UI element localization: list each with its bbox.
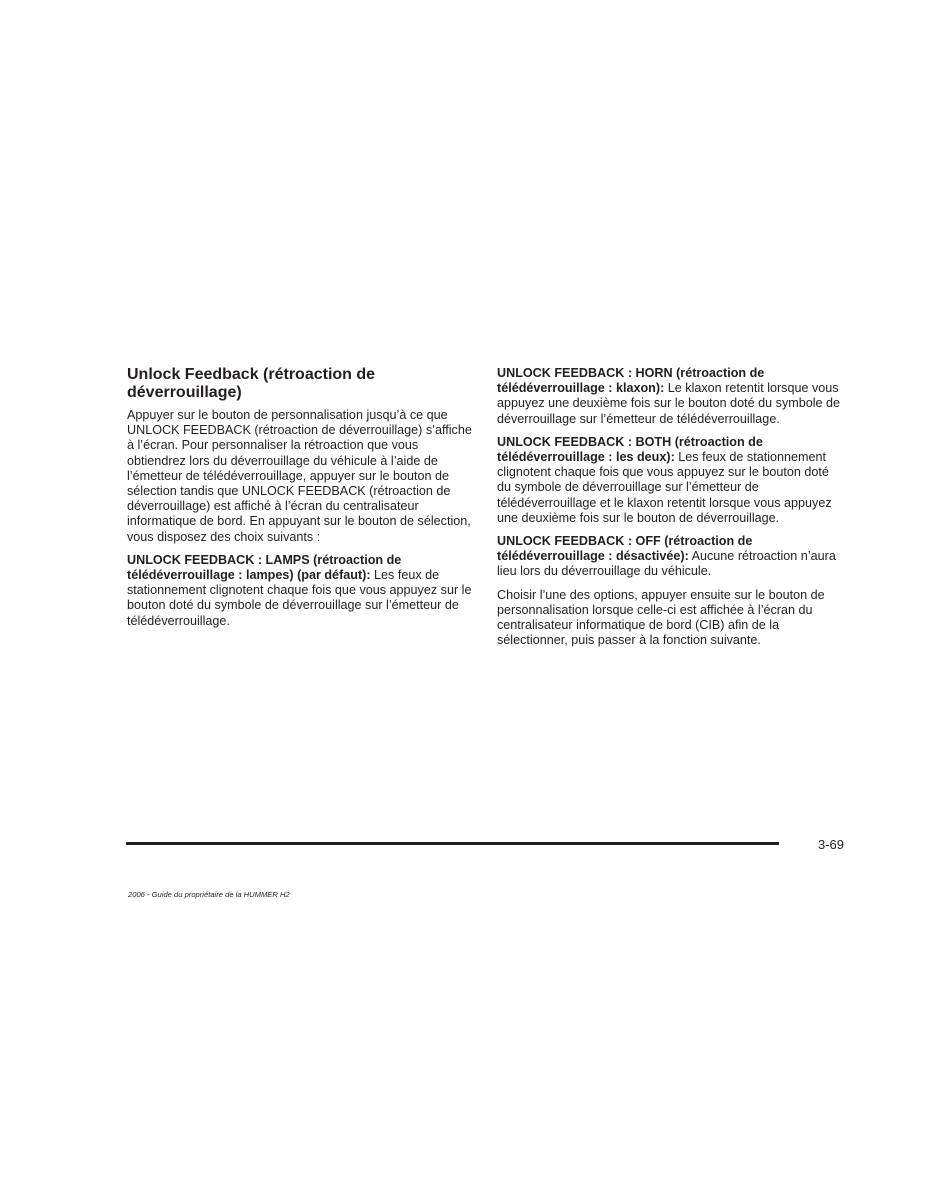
section-heading: Unlock Feedback (rétroaction de déverrouillage) bbox=[127, 366, 376, 401]
footer-rule bbox=[126, 842, 779, 845]
page-number: 3-69 bbox=[817, 837, 844, 852]
option-off-text: Aucune rétroaction n’aura lieu lors du déverrouillage du véhicule. bbox=[497, 549, 836, 579]
option-both bbox=[497, 435, 844, 526]
option-off bbox=[497, 534, 844, 580]
closing-paragraph: Choisir l’une des options, appuyer ensuite sur le bouton de personnalisation lorsque celle-ci est affichée à l’écran du centralisateur informatique de bord (CIB) afin de la sélectionner, puis passer à la fonction suivante. bbox=[497, 587, 825, 648]
option-lamps-text: Les feux de stationnement clignotent chaque fois que vous appuyez sur le bouton doté du symbole de déverrouillage sur l’émetteur de télédéverrouillage. bbox=[127, 568, 472, 628]
option-both-label: UNLOCK FEEDBACK : BOTH (rétroaction de télédéverrouillage : les deux): bbox=[497, 434, 763, 465]
intro-paragraph: Appuyer sur le bouton de personnalisation jusqu’à ce que UNLOCK FEEDBACK (rétroaction de déverrouillage) s’affiche à l’écran. Pour personnaliser la rétroaction que vous obtiendrez lors du déverrouillage du véhicule à l’aide de l’émetteur de télédéverrouillage, appuyer sur le bouton de sélection tandis que UNLOCK FEEDBACK (rétroaction de déverrouillage) est affiché à l’écran du centralisateur informatique de bord. En appuyant sur le bouton de sélection, vous disposez des choix suivants : bbox=[127, 408, 472, 544]
option-lamps-label: UNLOCK FEEDBACK : LAMPS (rétroaction de télédéverrouillage : lampes) (par défaut): bbox=[127, 552, 402, 583]
option-horn bbox=[497, 366, 844, 427]
option-horn-text: Le klaxon retentit lorsque vous appuyez une deuxième fois sur le bouton doté du symbole de déverrouillage sur l’émetteur de télédéverrouillage. bbox=[497, 381, 841, 426]
option-horn-label: UNLOCK FEEDBACK : HORN (rétroaction de télédéverrouillage : klaxon): bbox=[497, 366, 765, 396]
option-off-label: UNLOCK FEEDBACK : OFF (rétroaction de télédéverrouillage : désactivée): bbox=[497, 534, 753, 564]
option-lamps bbox=[127, 553, 474, 629]
option-both-text: Les feux de stationnement clignotent chaque fois que vous appuyez sur le bouton doté du symbole de déverrouillage sur l’émetteur de télédéverrouillage et le klaxon retentit lorsque vous appuyez une deuxième fois sur le bouton de déverrouillage. bbox=[497, 450, 832, 525]
footer-text: 2006 - Guide du propriétaire de la HUMMER H2 bbox=[128, 890, 290, 899]
left-column bbox=[127, 366, 474, 637]
right-column bbox=[497, 366, 844, 656]
